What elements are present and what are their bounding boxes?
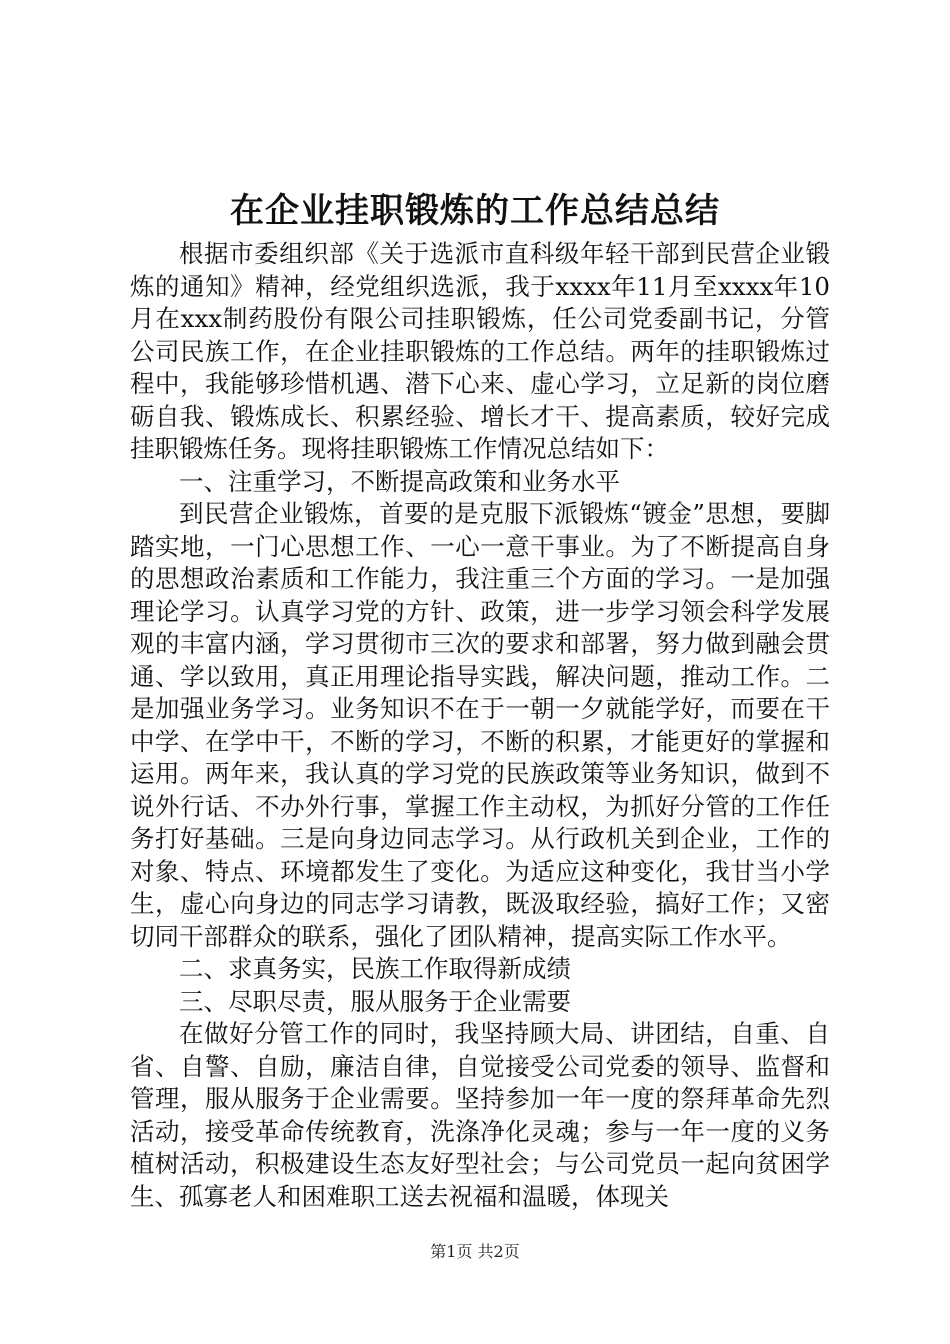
section-heading-3: 三、尽职尽责，服从服务于企业需要	[179, 986, 571, 1016]
page-footer: 第1页 共2页	[430, 1242, 520, 1261]
document-title: 在企业挂职锻炼的工作总结总结	[230, 191, 720, 231]
section-heading-2: 二、求真务实，民族工作取得新成绩	[179, 954, 571, 983]
paragraph-study: 到民营企业锻炼，首要的是克服下派锻炼“镀金”思想，要脚踏实地，一门心思想工作、一心一意干事业。为了不断提高自身的思想政治素质和工作能力，我注重三个方面的学习。一是加强理论学习。认真学习党的方针、政策，进一步学习领会科学发展观的丰富内涵，学习贯彻市三次的要求和部署，努力做到融会贯通、学以致用，真正用理论指导实践，解决问题，推动工作。二是加强业务学习。业务知识不在于一朝一夕就能学好，而要在干中学、在学中干，不断的学习，不断的积累，才能更好的掌握和运用。两年来，我认真的学习党的民族政策等业务知识，做到不说外行话、不办外行事，掌握工作主动权，为抓好分管的工作任务打好基础。三是向身边同志学习。从行政机关到企业，工作的对象、特点、环境都发生了变化。为适应这种变化，我甘当小学生，虚心向身边的同志学习请教，既汲取经验，搞好工作；又密切同干部群众的联系，强化了团队精神，提高实际工作水平。	[130, 499, 830, 951]
section-heading-1: 一、注重学习，不断提高政策和业务水平	[179, 466, 620, 496]
paragraph-intro: 根据市委组织部《关于选派市直科级年轻干部到民营企业锻炼的通知》精神，经党组织选派，我于xxxx年11月至xxxx年10月在xxx制药股份有限公司挂职锻炼，任公司党委副书记，分管公司民族工作，在企业挂职锻炼的工作总结。两年的挂职锻炼过程中，我能够珍惜机遇、潜下心来、虚心学习，立足新的岗位磨砺自我、锻炼成长、积累经验、增长才干、提高素质，较好完成挂职锻炼任务。现将挂职锻炼工作情况总结如下：	[130, 239, 830, 463]
paragraph-duty: 在做好分管工作的同时，我坚持顾大局、讲团结，自重、自省、自警、自励，廉洁自律，自觉接受公司党委的领导、监督和管理，服从服务于企业需要。坚持参加一年一度的祭拜革命先烈活动，接受革命传统教育，洗涤净化灵魂；参与一年一度的义务植树活动，积极建设生态友好型社会；与公司党员一起向贫困学生、孤寡老人和困难职工送去祝福和温暖，体现关	[130, 1019, 830, 1211]
document-body	[130, 238, 830, 1213]
